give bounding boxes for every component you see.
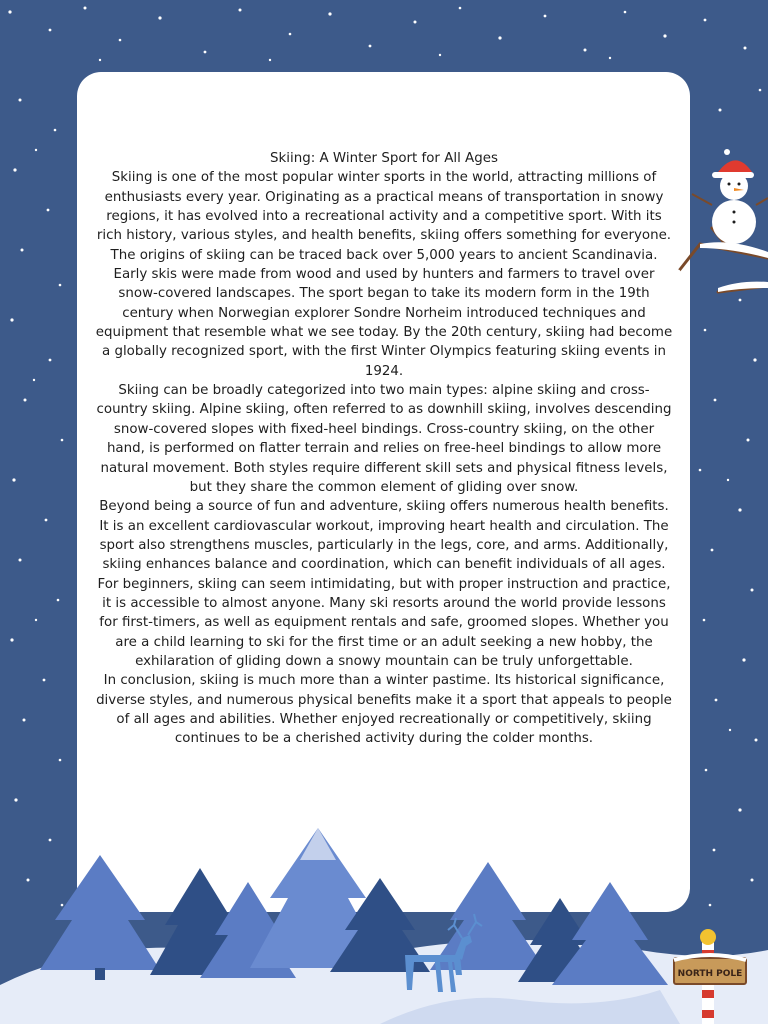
paragraph-beginners: For beginners, skiing can seem intimidating, but with proper instruction and practice, it is accessible to almost anyone. Many ski resorts around the world provide lessons for first-timers, as well as equipment rentals and safe, groomed slopes. Whether you are a child learning to ski for the first time or an adult seeking a new hobby, the exhilaration of gliding down a snowy mountain can be truly unforgettable. xyxy=(97,576,671,669)
north-pole-sign-text: NORTH POLE xyxy=(677,969,743,979)
article-title: Skiing: A Winter Sport for All Ages xyxy=(270,151,498,166)
paragraph-intro: Skiing is one of the most popular winter sports in the world, attracting millions of enthusiasts every year. Originating as a practical means of transportation in snowy regions, it has evolved into a recreational activity and a competitive sport. With its rich history, various styles, and health benefits, skiing offers something for everyone. xyxy=(96,170,672,244)
pine-tree-icon xyxy=(40,855,160,980)
paragraph-conclusion: In conclusion, skiing is much more than a winter pastime. Its historical significance, diverse styles, and numerous physical benefits make it a sport that appeals to people of all ages and abilities. Whether enjoyed recreationally or competitively, skiing continues to be a cherished activity during the colder months. xyxy=(96,673,672,747)
snowman-icon xyxy=(692,149,768,244)
pine-tree-icon xyxy=(430,862,546,970)
paragraph-health-benefits: Beyond being a source of fun and adventure, skiing offers numerous health benefits. It is an excellent cardiovascular workout, improving heart health and circulation. The sport also strengthens muscles, particularly in the legs, core, and arms. Additionally, skiing enhances balance and coordination, which can benefit individuals of all ages. xyxy=(99,499,669,573)
paragraph-types: Skiing can be broadly categorized into two main types: alpine skiing and cross-country skiing. Alpine skiing, often referred to as downhill skiing, involves descending snow-covered slopes with fixed-heel bindings. Cross-country skiing, on the other hand, is performed on flatter terrain and relies on free-heel bindings to allow more natural movement. Both styles require different skill sets and physical fitness levels, but they share the common element of gliding over snow. xyxy=(96,383,672,495)
paragraph-origins: The origins of skiing can be traced back over 5,000 years to ancient Scandinavia. Early skis were made from wood and used by hunters and farmers to travel over snow-covered landscapes. The sport began to take its modern form in the 19th century when Norwegian explorer Sondre Norheim introduced techniques and equipment that resemble what we see today. By the 20th century, skiing had become a globally recognized sport, with the first Winter Olympics featuring skiing events in 1924. xyxy=(95,247,673,379)
